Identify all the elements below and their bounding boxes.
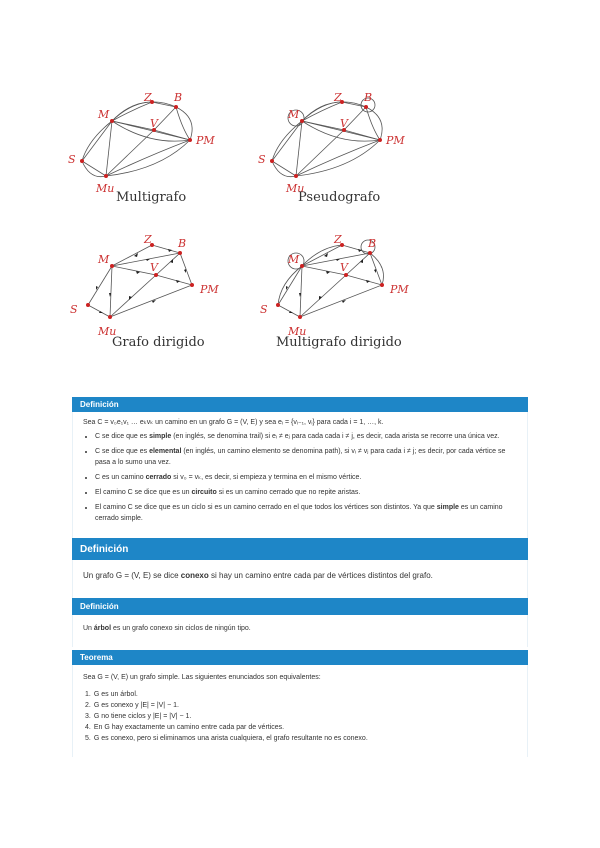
list-item: • C se dice que es simple (en inglés, se denomina trail) si eᵢ ≠ eⱼ para cada cada i ≠ j, es decir, cada arista se recorre una única vez.: [95, 431, 517, 442]
vertex-label-v: V: [340, 261, 348, 274]
caption-pseudografo: Pseudografo: [298, 190, 381, 205]
vertex-label-pm: PM: [390, 283, 409, 296]
definition-body: Un árbol es un grafo conexo sin ciclos de ningún tipo.: [72, 615, 528, 647]
vertex-label-z: Z: [144, 91, 152, 104]
caption-grafo-dirigido: Grafo dirigido: [112, 335, 205, 350]
vertex-label-s: S: [68, 153, 76, 166]
list-item: • C se dice que es elemental (en inglés, un camino elemento se denomina path), si vᵢ ≠ vⱼ para cada i ≠ j; es decir, por cada vértice se pasa a lo sumo una vez.: [95, 446, 517, 468]
theorem-body: [72, 665, 528, 757]
definition-box-conexo: [72, 538, 528, 598]
list-item: 2. G es conexo y |E| = |V| − 1.: [85, 702, 179, 709]
vertex-label-v: V: [150, 117, 158, 130]
theorem-header: Teorema: [72, 650, 528, 665]
definition-body: [72, 412, 528, 542]
vertex-label-z: Z: [144, 233, 152, 246]
vertex-label-z: Z: [334, 91, 342, 104]
vertex-label-mu: Mu: [96, 182, 115, 195]
vertex-label-s: S: [258, 153, 266, 166]
vertex-label-m: M: [288, 108, 300, 121]
vertex-label-b: B: [364, 91, 373, 104]
caption-multigrafo: Multigrafo: [116, 190, 187, 205]
theorem-list: [83, 689, 517, 744]
definition-box-camino: [72, 397, 528, 542]
vertex-label-m: M: [98, 108, 110, 121]
graph-figures: [60, 88, 440, 358]
list-item: 1. G es un árbol.: [85, 691, 138, 698]
list-item: 5. G es conexo, pero si eliminamos una arista cualquiera, el grafo resultante no es conexo.: [85, 735, 368, 742]
list-item: 3. G no tiene ciclos y |E| = |V| − 1.: [85, 713, 192, 720]
list-item: • El camino C se dice que es un ciclo si es un camino cerrado en el que todos los vértices son distintos. Ya que simple es un camino cerrado simple.: [95, 502, 517, 524]
theorem-box: [72, 650, 528, 757]
vertex-label-m: M: [288, 253, 300, 266]
figure-multigrafo-dirigido: [250, 223, 440, 358]
vertex-label-pm: PM: [196, 134, 215, 147]
vertex-label-v: V: [150, 261, 158, 274]
vertex-label-z: Z: [334, 233, 342, 246]
vertex-label-m: M: [98, 253, 110, 266]
definition-header: Definición: [72, 397, 528, 412]
definition-header: Definición: [72, 538, 528, 560]
theorem-intro: Sea G = (V, E) un grafo simple. Las siguientes enunciados son equivalentes:: [83, 674, 321, 681]
vertex-label-b: B: [178, 237, 187, 250]
vertex-label-mu: Mu: [98, 325, 117, 338]
vertex-label-mu: Mu: [288, 325, 307, 338]
vertex-label-s: S: [70, 303, 78, 316]
figure-grafo-dirigido: [60, 223, 250, 358]
vertex-label-pm: PM: [386, 134, 405, 147]
list-item: • C es un camino cerrado si v₀ = vₖ, es decir, si empieza y termina en el mismo vértice.: [95, 472, 517, 483]
vertex-label-s: S: [260, 303, 268, 316]
vertex-label-mu: Mu: [286, 182, 305, 195]
definition-header: Definición: [72, 598, 528, 615]
definition-box-arbol: [72, 598, 528, 647]
figure-pseudografo: [250, 88, 440, 223]
figure-multigrafo: [60, 88, 250, 223]
definition-intro: Sea C = v₀e₁v₁ … eₖvₖ un camino en un grafo G = (V, E) y sea eᵢ = {vᵢ₋₁, vᵢ} para cada i = 1, …, k.: [83, 419, 384, 426]
vertex-label-b: B: [368, 237, 377, 250]
vertex-label-b: B: [174, 91, 183, 104]
vertex-label-v: V: [340, 117, 348, 130]
caption-multigrafo-dirigido: Multigrafo dirigido: [276, 335, 402, 350]
list-item: 4. En G hay exactamente un camino entre cada par de vértices.: [85, 724, 285, 731]
list-item: • El camino C se dice que es un circuito si es un camino cerrado que no repite aristas.: [95, 487, 517, 498]
definition-body: Un grafo G = (V, E) se dice conexo si hay un camino entre cada par de vértices distintos del grafo.: [72, 560, 528, 598]
vertex-label-pm: PM: [200, 283, 219, 296]
definition-list: [83, 431, 517, 524]
multigrafo-vertices: [80, 100, 192, 178]
